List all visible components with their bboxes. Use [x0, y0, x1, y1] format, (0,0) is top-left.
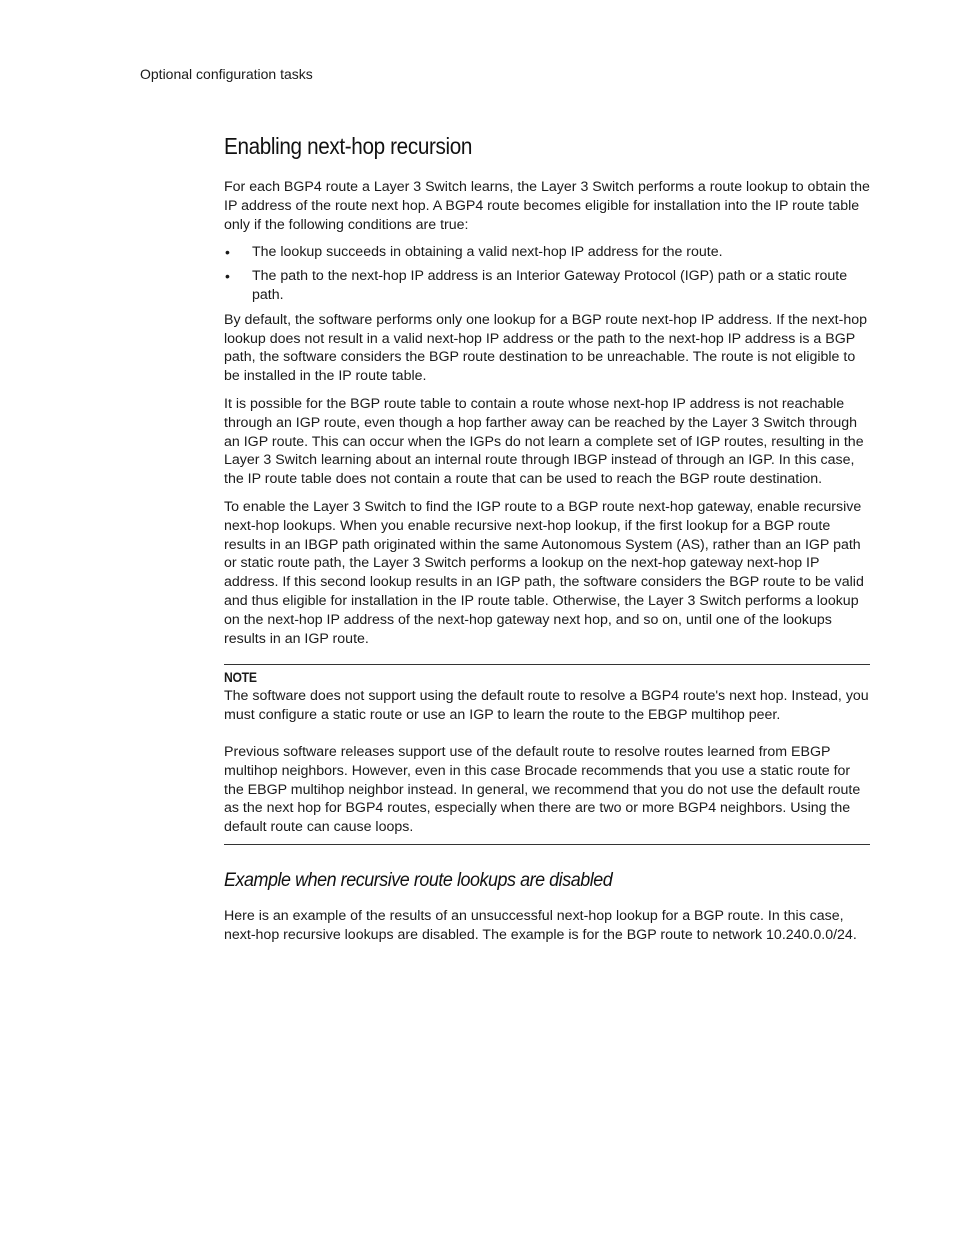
list-item-text: The path to the next-hop IP address is an Interior Gateway Protocol (IGP) path or a static route path.	[252, 268, 848, 303]
note-paragraph: Previous software releases support use of the default route to resolve routes learned from EBGP multihop neighbors. However, even in this case Brocade recommends that you use a static route for the EBGP multihop neighbor instead. In general, we recommend that you do not use the default route as the next hop for BGP4 routes, especially when there are two or more BGP4 neighbors. Using the default route can cause loops.	[224, 743, 861, 836]
page-content	[224, 130, 870, 954]
note-box	[224, 664, 870, 845]
body-paragraph: By default, the software performs only one lookup for a BGP route next-hop IP address. If the next-hop lookup does not result in a valid next-hop IP address or the path to the next-hop IP address is a BGP path, the software considers the BGP route destination to be unreachable. The route is not eligible to be installed in the IP route table.	[224, 311, 868, 385]
body-paragraph: It is possible for the BGP route table to contain a route whose next-hop IP address is not reachable through an IGP route, even though a hop farther away can be reached by the Layer 3 Switch through an IGP route. This can occur when the IGPs do not learn a complete set of IGP routes, resulting in the Layer 3 Switch learning about an internal route through IBGP instead of through an IGP. In this case, the IP route table does not contain a route that can be used to reach the BGP route destination.	[224, 395, 864, 488]
note-label: NOTE	[224, 670, 257, 686]
bullet-icon: •	[225, 244, 230, 261]
example-paragraph: Here is an example of the results of an unsuccessful next-hop lookup for a BGP route. In this case, next-hop recursive lookups are disabled. The example is for the BGP route to network 10.240.0.0/24.	[224, 907, 857, 943]
section-title: Enabling next-hop recursion	[224, 133, 473, 159]
intro-paragraph: For each BGP4 route a Layer 3 Switch learns, the Layer 3 Switch performs a route lookup to obtain the IP address of the route next hop. A BGP4 route becomes eligible for installation into the IP route table only if the following conditions are true:	[224, 179, 870, 233]
body-paragraph: To enable the Layer 3 Switch to find the IGP route to a BGP route next-hop gateway, enable recursive next-hop lookups. When you enable recursive next-hop lookup, if the first lookup for a BGP route results in an IBGP path originated within the same Autonomous System (AS), rather than an IGP path or static route path, the Layer 3 Switch performs a lookup on the next-hop gateway next-hop IP address. If this second lookup results in an IGP path, the software considers the BGP route to be valid and thus eligible for installation in the IP route table. Otherwise, the Layer 3 Switch performs a lookup on the next-hop IP address of the next-hop gateway next hop, and so on, until one of the lookups results in an IGP route.	[224, 498, 864, 647]
conditions-list	[224, 243, 870, 304]
running-header: Optional configuration tasks	[140, 66, 313, 82]
list-item	[224, 243, 870, 262]
bullet-icon: •	[225, 268, 230, 285]
note-paragraph: The software does not support using the default route to resolve a BGP4 route's next hop. Instead, you must configure a static route or use an IGP to learn the route to the EBGP multihop peer.	[224, 688, 869, 724]
subsection-title: Example when recursive route lookups are disabled	[224, 868, 613, 891]
list-item	[224, 267, 870, 305]
list-item-text: The lookup succeeds in obtaining a valid next-hop IP address for the route.	[252, 244, 723, 261]
